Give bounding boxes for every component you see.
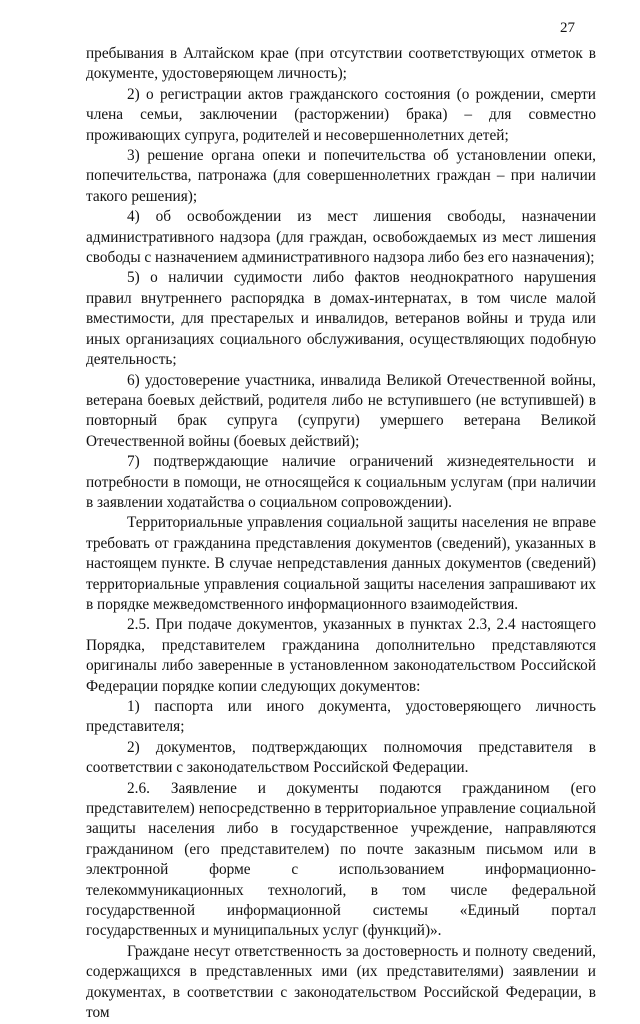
paragraph-life-limitations: 7) подтверждающие наличие ограничений жизнедеятельности и потребности в помощи, не относящейся к социальным услугам (при наличии в заявлении ходатайства о социальном сопровождении). xyxy=(86,453,596,511)
paragraph-residence-continuation: пребывания в Алтайском крае (при отсутствии соответствующих отметок в документе, удостоверяющем личность); xyxy=(86,45,596,83)
paragraph-territorial-offices: Территориальные управления социальной защиты населения не вправе требовать от гражданина представления документов (сведений), указанных в настоящем пункте. В случае непредставления данных документов (сведений) территориальные управления социальной защиты населения запрашивают их в порядке межведомственного информационного взаимодействия. xyxy=(86,514,596,613)
paragraph-section-2-6: 2.6. Заявление и документы подаются гражданином (его представителем) непосредственно в территориальное управление социальной защиты населения либо в государственное учреждение, направляются гражданином (его представителем) по почте заказным письмом или в электронной форме с использованием информационно-телекоммуникационных технологий, в том числе федеральной государственной информационной системы «Единый портал государственных и муниципальных услуг (функций)». xyxy=(86,779,596,940)
paragraph-representative-authority: 2) документов, подтверждающих полномочия представителя в соответствии с законодательством Российской Федерации. xyxy=(86,738,596,777)
paragraph-civil-status-records: 2) о регистрации актов гражданского состояния (о рождении, смерти члена семьи, заключении (расторжении) брака) – для совместно проживающих супруга, родителей и несовершеннолетних детей; xyxy=(86,85,596,144)
page-number: 27 xyxy=(560,20,575,36)
paragraph-criminal-record: 5) о наличии судимости либо фактов неоднократного нарушения правил внутреннего распорядка в домах-интернатах, в том числе малой вместимости, для престарелых и инвалидов, ветеранов войны и труда или иных организациях социального обслуживания, осуществляющих подобную деятельность; xyxy=(86,269,596,369)
paragraph-veteran-certificate: 6) удостоверение участника, инвалида Великой Отечественной войны, ветерана боевых действий, родителя либо не вступившего (не вступившей) в повторный брак супруга (супруги) умершего ветерана Великой Отечественной войны (боевых действий); xyxy=(86,371,596,450)
paragraph-representative-passport: 1) паспорта или иного документа, удостоверяющего личность представителя; xyxy=(86,698,596,736)
paragraph-release-from-prison: 4) об освобождении из мест лишения свободы, назначении административного надзора (для граждан, освобождаемых из мест лишения свободы с назначением административного надзора либо без его назначения); xyxy=(86,208,596,267)
paragraph-section-2-5: 2.5. При подаче документов, указанных в пунктах 2.3, 2.4 настоящего Порядка, представителем гражданина дополнительно представляются оригиналы либо заверенные в установленном законодательством Российской Федерации порядке копии следующих документов: xyxy=(86,616,596,695)
paragraph-citizen-responsibility: Граждане несут ответственность за достоверность и полноту сведений, содержащихся в представленных ими (их представителями) заявлении и документах, в соответствии с законодательством Российской Федерации, в том xyxy=(86,942,596,1022)
paragraph-guardianship-decision: 3) решение органа опеки и попечительства об установлении опеки, попечительства, патронажа (для совершеннолетних граждан – при наличии такого решения); xyxy=(86,147,596,205)
document-body xyxy=(86,44,596,1024)
